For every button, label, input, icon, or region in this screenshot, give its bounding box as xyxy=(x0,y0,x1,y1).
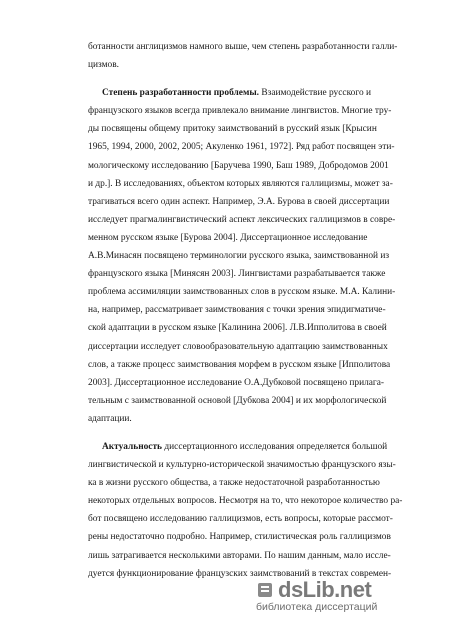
text-line: диссертации исследует словообразовательную адаптацию заимствованных xyxy=(88,341,388,352)
section-heading-line xyxy=(88,84,418,102)
text-line: рены недостаточно подробно. Например, стилистическая роль галлицизмов xyxy=(88,532,391,543)
text-line: бот посвящено исследованию галлицизмов, есть вопросы, которые рассмот- xyxy=(88,514,393,525)
text-line: А.В.Минасян посвящено терминологии русского языка, заимствованной из xyxy=(88,251,390,262)
text-line: мологическому исследованию [Баручева 1990, Баш 1989, Добродомов 2001 xyxy=(88,160,389,171)
text-line: тельным с заимствованной основой [Дубкова 2004] и их морфологической xyxy=(88,395,387,406)
text-line: на, например, рассматривает заимствования с точки зрения эпидигматиче- xyxy=(88,305,386,316)
text-line: ды посвящены общему притоку заимствований в русский язык [Крысин xyxy=(88,124,377,135)
text-line: лингвистической и культурно-исторической значимостью французского язы- xyxy=(88,460,396,471)
document-body xyxy=(88,38,418,583)
watermark-logo: dsLib.net xyxy=(278,577,372,602)
text-line: диссертационного исследования определяется большой xyxy=(162,441,388,452)
watermark xyxy=(256,577,436,615)
text-line: трагиваться всего один аспект. Например, Э.А. Бурова в своей диссертации xyxy=(88,196,390,207)
watermark-subtitle: библиотека диссертаций xyxy=(256,601,378,613)
text-line: французского языка [Минясян 2003]. Лингвистами разрабатывается также xyxy=(88,269,386,280)
text-line: слов, а также процесс заимствования морфем в русском языке [Ипполитова xyxy=(88,359,391,370)
text-line: проблема ассимиляции заимствованных слов в русском языке. М.А. Калини- xyxy=(88,287,396,298)
bold-lead-in: Степень разработанности проблемы. xyxy=(102,88,260,99)
text-line: цизмов. xyxy=(88,60,119,71)
text-line: и др.]. В исследованиях, объектом которых являются галлицизмы, может за- xyxy=(88,178,393,189)
text-line: 1965, 1994, 2000, 2002, 2005; Акуленко 1961, 1972]. Ряд работ посвящен эти- xyxy=(88,142,395,153)
bold-lead-in: Актуальность xyxy=(102,441,163,452)
text-line: лишь затрагивается несколькими авторами. По нашим данным, мало иссле- xyxy=(88,550,391,561)
text-line: адаптации. xyxy=(88,413,132,424)
text-line: исследует прагмалингвистический аспект лексических галлицизмов в совре- xyxy=(88,214,396,225)
text-line: некоторых отдельных вопросов. Несмотря на то, что некоторое количество ра- xyxy=(88,496,403,507)
text-line: 2003]. Диссертационное исследование О.А.Дубковой посвящено прилага- xyxy=(88,377,385,388)
text-line: Взаимодействие русского и xyxy=(259,88,371,99)
text-line: дуется функционирование французских заимствований в текстах современ- xyxy=(88,568,392,579)
text-line: менном русском языке [Бурова 2004]. Диссертационное исследование xyxy=(88,232,368,243)
text-line: французского языков всегда привлекало внимание лингвистов. Многие тру- xyxy=(88,106,392,117)
text-line: ской адаптации в русском языке [Калинина 2006]. Л.В.Ипполитова в своей xyxy=(88,323,387,334)
book-icon xyxy=(256,581,274,599)
text-line: ботанности англицизмов намного выше, чем степень разработанности галли- xyxy=(88,42,398,52)
section-heading-line xyxy=(88,438,418,456)
text-line: ка в жизни русского общества, а также недостаточной разработанностью xyxy=(88,478,380,489)
